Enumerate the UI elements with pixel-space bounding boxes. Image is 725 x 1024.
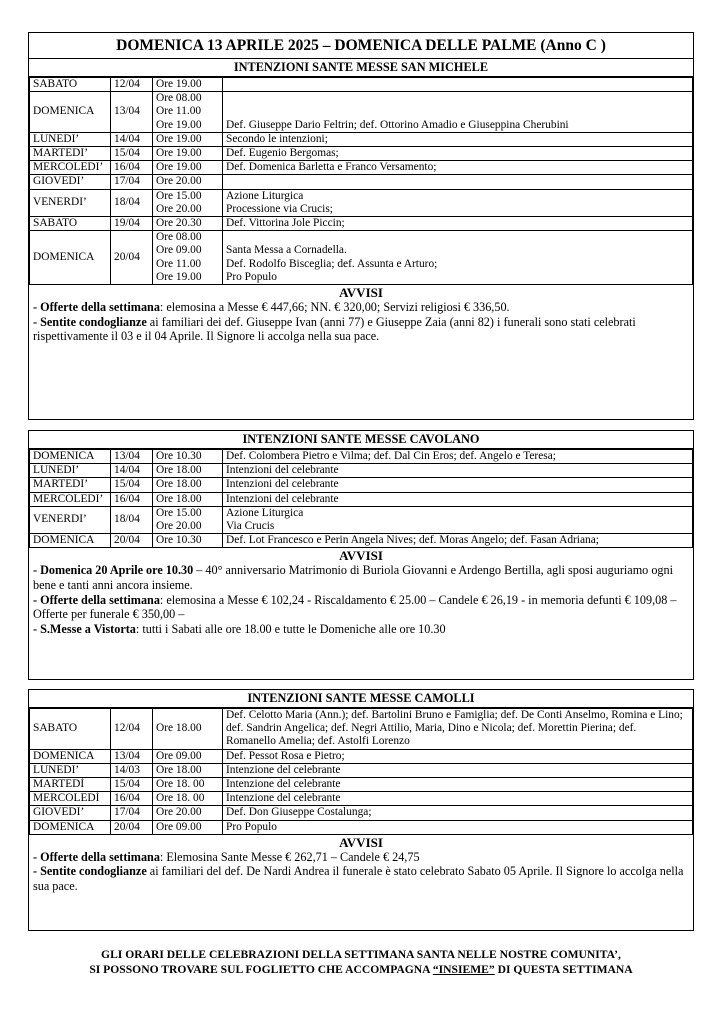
date-cell: 15/04 <box>111 478 153 492</box>
intention-text <box>226 105 689 118</box>
day-cell: MERCOLEDI’ <box>30 161 111 175</box>
day-cell: SABATO <box>30 78 111 92</box>
intention-text: Intenzione del celebrante <box>226 763 341 776</box>
cavolano-heading: INTENZIONI SANTE MESSE CAVOLANO <box>29 431 693 449</box>
date-cell: 18/04 <box>111 189 153 216</box>
date-cell: 14/03 <box>111 763 153 777</box>
mass-time: Ore 18.00 <box>156 763 202 776</box>
time-cell <box>153 147 223 161</box>
avviso-heading: - Offerte della settimana <box>33 849 160 864</box>
date-cell: 19/04 <box>111 217 153 231</box>
time-cell <box>153 78 223 92</box>
day-cell: DOMENICA <box>30 231 111 285</box>
intention-text: Intenzioni del celebrante <box>226 464 339 477</box>
time-cell <box>153 231 223 285</box>
mass-time: Ore 19.00 <box>156 132 202 145</box>
intention-cell <box>223 478 693 492</box>
avviso-text: : elemosina a Messe € 447,66; NN. € 320,00; Servizi religiosi € 336,50. <box>159 300 510 315</box>
table-row <box>30 792 693 806</box>
intention-text: Def. Vittorina Jole Piccin; <box>226 217 345 230</box>
avvisi-title: AVVISI <box>339 834 383 850</box>
table-row <box>30 231 693 285</box>
mass-time: Ore 18.00 <box>156 492 202 505</box>
intention-cell <box>223 792 693 806</box>
mass-time: Ore 18.00 <box>156 722 202 735</box>
date-cell: 14/04 <box>111 464 153 478</box>
footer-line-2-end: DI QUESTA SETTIMANA <box>494 962 633 976</box>
avviso-heading: - Sentite condoglianze <box>33 864 147 879</box>
avviso-heading: - Sentite condoglianze <box>33 314 147 329</box>
mass-time: Ore 09.00 <box>156 820 202 833</box>
mass-time: Ore 11.00 <box>156 257 202 270</box>
date-cell: 13/04 <box>111 749 153 763</box>
table-row <box>30 820 693 834</box>
day-cell: MARTEDI’ <box>30 478 111 492</box>
mass-time: Ore 20.30 <box>156 217 202 230</box>
intention-cell <box>223 778 693 792</box>
intention-cell <box>223 161 693 175</box>
table-row <box>30 464 693 478</box>
avviso-item <box>33 563 689 592</box>
mass-time: Ore 18.00 <box>156 478 202 491</box>
intention-cell <box>223 175 693 189</box>
date-cell: 12/04 <box>111 78 153 92</box>
avviso-item <box>33 300 689 315</box>
time-cell <box>153 132 223 146</box>
time-cell <box>153 161 223 175</box>
mass-time: Ore 08.00 <box>156 231 202 244</box>
mass-time: Ore 20.00 <box>156 520 202 533</box>
table-row <box>30 189 693 216</box>
time-cell <box>153 478 223 492</box>
time-cell <box>153 92 223 133</box>
cavolano-table <box>29 449 693 548</box>
intention-text <box>226 78 689 91</box>
mass-time: Ore 15.00 <box>156 189 202 202</box>
date-cell: 16/04 <box>111 161 153 175</box>
day-cell: MERCOLEDI’ <box>30 492 111 506</box>
intention-text <box>226 231 689 244</box>
table-row <box>30 92 693 133</box>
time-cell <box>153 450 223 464</box>
time-cell <box>153 709 223 750</box>
avviso-item <box>33 315 689 344</box>
day-cell: DOMENICA <box>30 749 111 763</box>
table-row <box>30 492 693 506</box>
footer-line-1: GLI ORARI DELLE CELEBRAZIONI DELLA SETTIMANA SANTA NELLE NOSTRE COMUNITA’, <box>101 948 621 961</box>
intention-text: Pro Populo <box>226 270 277 283</box>
mass-time: Ore 18. 00 <box>156 778 205 791</box>
avviso-heading: - Offerte della settimana <box>33 300 160 315</box>
day-cell: VENERDI’ <box>30 189 111 216</box>
table-row <box>30 78 693 92</box>
mass-time: Ore 19.00 <box>156 161 202 174</box>
avviso-item <box>33 593 689 622</box>
intention-text: Santa Messa a Cornadella. <box>226 244 347 257</box>
mass-time: Ore 15.00 <box>156 506 202 519</box>
avviso-heading: - Offerte della settimana <box>33 592 160 607</box>
avviso-item <box>33 850 689 865</box>
intention-text: Pro Populo <box>226 820 277 833</box>
intention-text: Def. Don Giuseppe Costalunga; <box>226 806 372 819</box>
table-row <box>30 778 693 792</box>
mass-time: Ore 09.00 <box>156 244 202 257</box>
intention-cell <box>223 709 693 750</box>
time-cell <box>153 506 223 533</box>
table-row <box>30 506 693 533</box>
date-cell: 13/04 <box>111 92 153 133</box>
intention-cell <box>223 189 693 216</box>
intention-cell <box>223 464 693 478</box>
intention-text: Intenzione del celebrante <box>226 778 341 791</box>
intention-cell <box>223 763 693 777</box>
intention-text <box>226 92 689 105</box>
mass-time: Ore 08.00 <box>156 92 202 105</box>
camolli-section <box>28 689 694 931</box>
time-cell <box>153 806 223 820</box>
intention-cell <box>223 217 693 231</box>
footer-line-2-start: SI POSSONO TROVARE SUL FOGLIETTO CHE ACCOMPAGNA <box>89 962 433 976</box>
date-cell: 18/04 <box>111 506 153 533</box>
camolli-heading: INTENZIONI SANTE MESSE CAMOLLI <box>29 690 693 708</box>
day-cell: DOMENICA <box>30 450 111 464</box>
avviso-text: : Elemosina Sante Messe € 262,71 – Candele € 24,75 <box>159 849 420 864</box>
date-cell: 12/04 <box>111 709 153 750</box>
mass-time: Ore 19.00 <box>156 147 202 160</box>
intention-cell <box>223 231 693 285</box>
date-cell: 20/04 <box>111 231 153 285</box>
table-row <box>30 450 693 464</box>
intention-cell <box>223 806 693 820</box>
table-row <box>30 749 693 763</box>
intention-text <box>226 175 689 188</box>
intention-text: Processione via Crucis; <box>226 202 333 215</box>
mass-time: Ore 20.00 <box>156 806 202 819</box>
time-cell <box>153 778 223 792</box>
avviso-text: ai familiari dei def. Giuseppe Ivan (anni 77) e Giuseppe Zaia (anni 82) i funerali sono stati celebrati rispettivamente il 03 e il 04 Aprile. Il Signore li accolga nella sua pace. <box>33 314 636 344</box>
day-cell: MARTEDÌ <box>30 778 111 792</box>
intention-text: Azione Liturgica <box>226 506 304 519</box>
intention-cell <box>223 78 693 92</box>
avviso-text: ai familiari del def. De Nardi Andrea il funerale è stato celebrato Sabato 05 Aprile. Il Signore lo accolga nella sua pace. <box>33 864 684 894</box>
intention-text: Def. Celotto Maria (Ann.); def. Bartolini Bruno e Famiglia; def. De Conti Anselmo, Romina e Lino; def. Sandrin Angelica; def. Negri Attilio, Maria, Dino e Nicola; def. Morettin Pierina; def. Romanello Amelia; def. Astolfi Lorenzo <box>226 709 683 748</box>
intention-text: Def. Lot Francesco e Perin Angela Nives; def. Moras Angelo; def. Fasan Adriana; <box>226 534 599 547</box>
time-cell <box>153 534 223 548</box>
mass-time: Ore 11.00 <box>156 105 202 118</box>
day-cell: DOMENICA <box>30 820 111 834</box>
intention-text: Def. Eugenio Bergomas; <box>226 147 339 160</box>
avvisi-title: AVVISI <box>339 548 383 564</box>
table-row <box>30 132 693 146</box>
time-cell <box>153 763 223 777</box>
intention-text: Intenzioni del celebrante <box>226 492 339 505</box>
day-cell: SABATO <box>30 217 111 231</box>
footer-line-2 <box>28 963 694 978</box>
time-cell <box>153 792 223 806</box>
san-michele-avvisi <box>29 285 693 346</box>
avvisi-title: AVVISI <box>339 285 383 301</box>
avviso-item <box>33 864 689 893</box>
date-cell: 16/04 <box>111 792 153 806</box>
intention-text: Azione Liturgica <box>226 189 304 202</box>
time-cell <box>153 820 223 834</box>
camolli-table <box>29 708 693 835</box>
table-row <box>30 147 693 161</box>
table-row <box>30 763 693 777</box>
table-row <box>30 175 693 189</box>
day-cell: SABATO <box>30 709 111 750</box>
intention-cell <box>223 450 693 464</box>
san-michele-heading: INTENZIONI SANTE MESSE SAN MICHELE <box>29 59 693 77</box>
san-michele-section <box>28 32 694 420</box>
table-row <box>30 161 693 175</box>
intention-text: Def. Rodolfo Bisceglia; def. Assunta e Arturo; <box>226 257 438 270</box>
day-cell: LUNEDI’ <box>30 763 111 777</box>
table-row <box>30 478 693 492</box>
table-row <box>30 709 693 750</box>
avviso-text: – 40° anniversario Matrimonio di Buriola Giovanni e Ardengo Bertilla, agli sposi auguriamo ogni bene e tanti anni ancora insieme. <box>33 563 673 593</box>
intention-text: Def. Colombera Pietro e Vilma; def. Dal Cin Eros; def. Angelo e Teresa; <box>226 450 556 462</box>
footer-note <box>28 948 694 977</box>
table-row <box>30 534 693 548</box>
camolli-avvisi <box>29 835 693 896</box>
mass-time: Ore 19.00 <box>156 270 202 283</box>
day-cell: LUNEDI’ <box>30 132 111 146</box>
mass-time: Ore 18.00 <box>156 464 202 477</box>
time-cell <box>153 464 223 478</box>
mass-time: Ore 20.00 <box>156 175 202 188</box>
time-cell <box>153 217 223 231</box>
intention-text: Via Crucis <box>226 520 275 533</box>
intention-cell <box>223 492 693 506</box>
date-cell: 16/04 <box>111 492 153 506</box>
mass-time: Ore 10.30 <box>156 534 202 547</box>
san-michele-table <box>29 77 693 285</box>
avviso-heading: - S.Messe a Vistorta <box>33 621 136 636</box>
date-cell: 17/04 <box>111 806 153 820</box>
avviso-text: : tutti i Sabati alle ore 18.00 e tutte le Domeniche alle ore 10.30 <box>135 621 446 636</box>
day-cell: GIOVEDI’ <box>30 175 111 189</box>
mass-time: Ore 19.00 <box>156 118 202 131</box>
date-cell: 20/04 <box>111 820 153 834</box>
page-title: DOMENICA 13 APRILE 2025 – DOMENICA DELLE PALME (Anno C ) <box>29 33 693 59</box>
intention-text: Secondo le intenzioni; <box>226 132 328 145</box>
intention-cell <box>223 534 693 548</box>
intention-cell <box>223 132 693 146</box>
day-cell: DOMENICA <box>30 534 111 548</box>
time-cell <box>153 492 223 506</box>
day-cell: DOMENICA <box>30 92 111 133</box>
intention-cell <box>223 749 693 763</box>
intention-cell <box>223 92 693 133</box>
date-cell: 15/04 <box>111 778 153 792</box>
avviso-text: : elemosina a Messe € 102,24 - Riscaldamento € 25.00 – Candele € 26,19 - in memoria defunti € 109,08 – Offerte per funerale € 350,00 – <box>33 592 677 622</box>
date-cell: 14/04 <box>111 132 153 146</box>
date-cell: 13/04 <box>111 450 153 464</box>
table-row <box>30 806 693 820</box>
date-cell: 20/04 <box>111 534 153 548</box>
day-cell: MARTEDI’ <box>30 147 111 161</box>
cavolano-section <box>28 430 694 680</box>
time-cell <box>153 175 223 189</box>
intention-text: Def. Giuseppe Dario Feltrin; def. Ottorino Amadio e Giuseppina Cherubini <box>226 118 569 131</box>
intention-text: Def. Pessot Rosa e Pietro; <box>226 749 345 762</box>
intention-cell <box>223 147 693 161</box>
mass-time: Ore 18. 00 <box>156 792 205 805</box>
cavolano-avvisi <box>29 548 693 638</box>
time-cell <box>153 189 223 216</box>
date-cell: 15/04 <box>111 147 153 161</box>
intention-text: Def. Domenica Barletta e Franco Versamento; <box>226 161 437 174</box>
date-cell: 17/04 <box>111 175 153 189</box>
intention-cell <box>223 820 693 834</box>
day-cell: LUNEDI’ <box>30 464 111 478</box>
table-row <box>30 217 693 231</box>
insieme-reference: “INSIEME” <box>432 962 495 976</box>
day-cell: GIOVEDI’ <box>30 806 111 820</box>
intention-text: Intenzione del celebrante <box>226 792 341 805</box>
mass-time: Ore 19.00 <box>156 78 202 90</box>
day-cell: VENERDI’ <box>30 506 111 533</box>
time-cell <box>153 749 223 763</box>
mass-time: Ore 09.00 <box>156 749 202 762</box>
avviso-item <box>33 622 689 637</box>
mass-time: Ore 10.30 <box>156 450 202 462</box>
mass-time: Ore 20.00 <box>156 202 202 215</box>
avviso-heading: - Domenica 20 Aprile ore 10.30 <box>33 563 194 578</box>
day-cell: MERCOLEDÌ <box>30 792 111 806</box>
intention-cell <box>223 506 693 533</box>
intention-text: Intenzioni del celebrante <box>226 478 339 491</box>
